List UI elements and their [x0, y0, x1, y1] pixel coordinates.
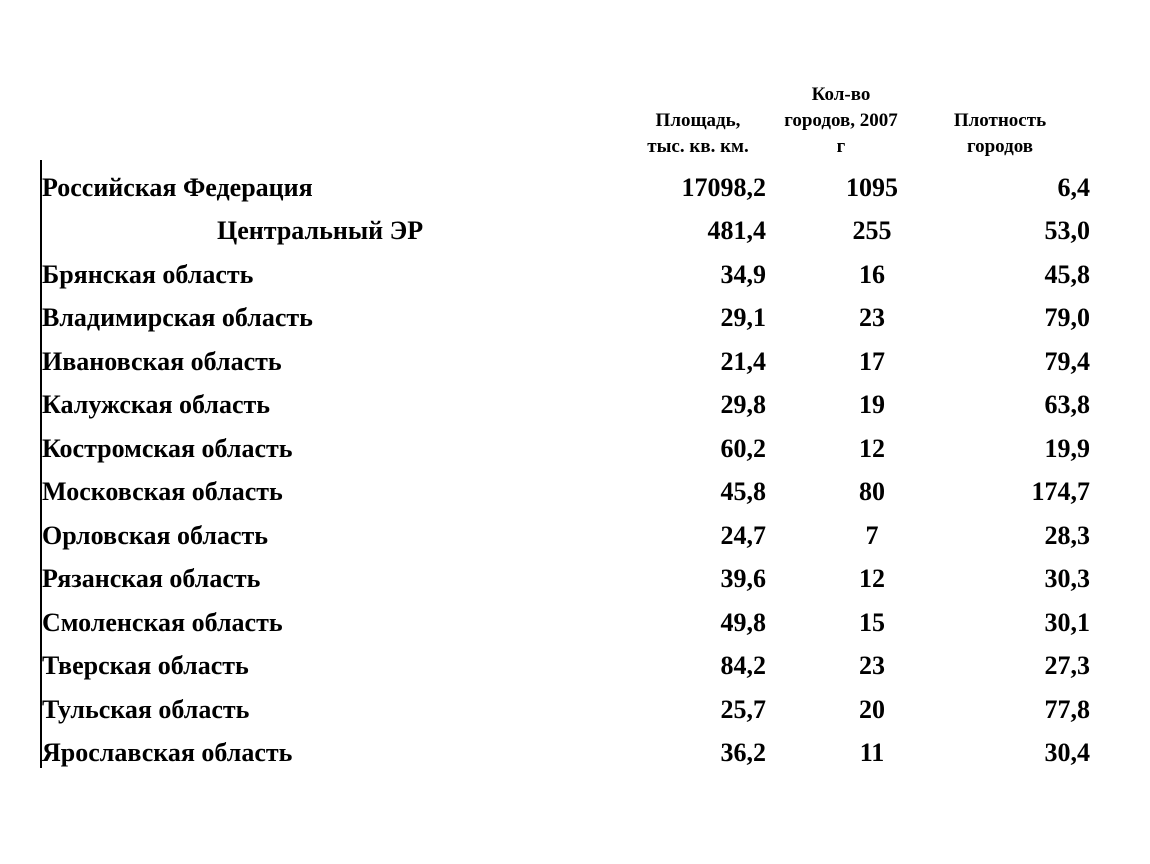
density-value: 27,3 [1044, 651, 1090, 681]
region-name: Ярославская область [42, 738, 293, 768]
density-value: 53,0 [1044, 216, 1090, 246]
city-count-value: 7 [865, 520, 879, 550]
area-value: 49,8 [720, 607, 766, 637]
density-value: 30,3 [1044, 564, 1090, 594]
column-header-city-count: Кол-во городов, 2007 г [784, 84, 898, 157]
area-value: 17098,2 [681, 172, 766, 202]
region-name: Ивановская область [42, 346, 282, 376]
density-value: 30,1 [1044, 607, 1090, 637]
area-value: 25,7 [720, 694, 766, 724]
region-name: Московская область [42, 477, 283, 507]
density-value: 63,8 [1044, 390, 1090, 420]
table-row [42, 471, 1102, 515]
city-count-value: 11 [859, 738, 885, 768]
density-value: 174,7 [1031, 477, 1090, 507]
region-name: Владимирская область [42, 303, 313, 333]
region-name: Брянская область [42, 259, 254, 289]
area-value: 21,4 [720, 346, 766, 376]
city-count-value: 80 [859, 477, 885, 507]
area-value: 60,2 [720, 433, 766, 463]
city-count-value: 15 [859, 607, 885, 637]
table-row [42, 514, 1102, 558]
density-value: 79,4 [1044, 346, 1090, 376]
table-row [42, 427, 1102, 471]
region-name: Рязанская область [42, 564, 261, 594]
table-row [42, 732, 1102, 776]
column-header-city-density: Плотность городов [953, 110, 1047, 157]
table-row [42, 340, 1102, 384]
area-value: 36,2 [720, 738, 766, 768]
table-row [42, 253, 1102, 297]
column-header-area: Площадь, тыс. кв. км. [647, 110, 749, 157]
density-value: 30,4 [1044, 738, 1090, 768]
region-name: Орловская область [42, 520, 269, 550]
area-value: 29,8 [720, 390, 766, 420]
city-count-value: 23 [859, 303, 885, 333]
data-table [42, 166, 1102, 775]
table-row [42, 688, 1102, 732]
table-row-region [42, 210, 1102, 254]
table-row [42, 384, 1102, 428]
table-row [42, 601, 1102, 645]
area-value: 29,1 [720, 303, 766, 333]
region-name: Российская Федерация [42, 172, 313, 202]
area-value: 34,9 [720, 259, 766, 289]
city-count-value: 23 [859, 651, 885, 681]
density-value: 19,9 [1044, 433, 1090, 463]
table-row [42, 558, 1102, 602]
region-name: Центральный ЭР [217, 216, 424, 246]
table-row [42, 645, 1102, 689]
city-count-value: 12 [859, 433, 885, 463]
region-name: Тульская область [42, 694, 250, 724]
area-value: 481,4 [707, 216, 766, 246]
density-value: 6,4 [1057, 172, 1090, 202]
city-count-value: 255 [852, 216, 892, 246]
region-name: Калужская область [42, 390, 271, 420]
region-name: Костромская область [42, 433, 293, 463]
region-name: Смоленская область [42, 607, 283, 637]
city-count-value: 12 [859, 564, 885, 594]
area-value: 39,6 [720, 564, 766, 594]
area-value: 45,8 [720, 477, 766, 507]
density-value: 28,3 [1044, 520, 1090, 550]
density-value: 77,8 [1044, 694, 1090, 724]
table-row-total [42, 166, 1102, 210]
density-value: 45,8 [1044, 259, 1090, 289]
city-count-value: 16 [859, 259, 885, 289]
city-count-value: 1095 [846, 172, 898, 202]
city-count-value: 17 [859, 346, 885, 376]
area-value: 84,2 [720, 651, 766, 681]
area-value: 24,7 [720, 520, 766, 550]
density-value: 79,0 [1044, 303, 1090, 333]
table-row [42, 297, 1102, 341]
city-count-value: 19 [859, 390, 885, 420]
city-count-value: 20 [859, 694, 885, 724]
region-name: Тверская область [42, 651, 249, 681]
